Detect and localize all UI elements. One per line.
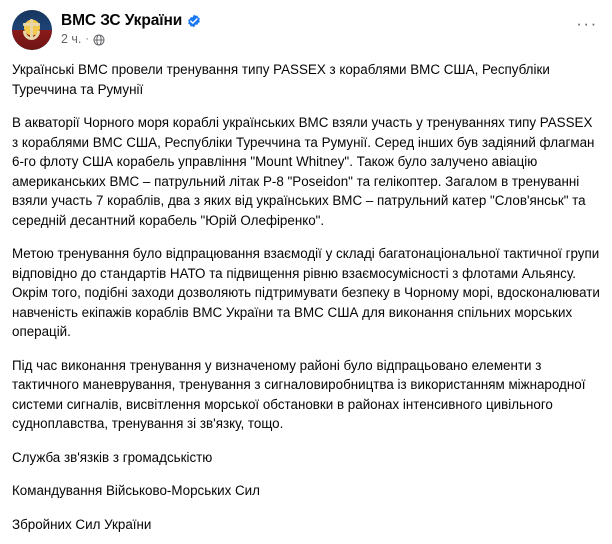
anchor-crossbar <box>23 23 40 26</box>
post-meta <box>61 32 201 47</box>
signature-line-2: Командування Військово-Морських Сил <box>12 483 260 498</box>
post-header <box>0 0 612 54</box>
post-body <box>0 54 612 544</box>
signature-line-3: Збройних Сил України <box>12 516 152 532</box>
anchor-icon <box>21 17 43 43</box>
avatar-emblem-icon <box>12 10 52 50</box>
post-header-text <box>61 10 201 47</box>
post-signature <box>12 448 600 535</box>
verified-badge-icon <box>187 14 201 28</box>
page-name[interactable]: ВМС ЗС України <box>61 12 183 29</box>
post-paragraph-1: Українські ВМС провели тренування типу PASSEX з кораблями ВМС США, Республіки Туреччина та Румунії <box>12 62 550 97</box>
meta-separator: · <box>85 33 90 45</box>
author-row <box>61 11 201 30</box>
post-more-options-button[interactable]: ··· <box>576 14 598 33</box>
avatar[interactable] <box>12 10 52 50</box>
post-paragraph-2: В акваторії Чорного моря кораблі українських ВМС взяли участь у тренуваннях типу PASSEX з кораблями ВМС США, Республіки Туреччина та Румунії. Серед інших був задіяний флагман 6-го флоту США корабель управління "Mount Whitney". Також було залучено авіацію американських ВМС – патрульний літак P-8 "Poseidon" та гелікоптер. Загалом в тренуванні взяли участь 7 кораблів, два з яких від українських ВМС – патрульний катер "Слов'янськ" та середній десантний корабель "Юрій Олефіренко". <box>12 115 595 228</box>
post-paragraph-3: Метою тренування було відпрацювання взаємодії у складі багатонаціональної тактичної групи відповідно до стандартів НАТО та підвищення рівню взаємосумісності з флотами Альянсу. Окрім того, подібні заходи дозволяють підтримувати безпеку в Чорному морі, вдосконалювати навченість екіпажів кораблів ВМС України та ВМС США для виконання спільних морських операцій. <box>12 246 600 339</box>
post-paragraph-4: Під час виконання тренування у визначеному районі було відпрацьовано елементи з тактичного маневрування, тренування з сигналовиробництва із використанням міжнародної системи сигналів, висвітлення морської обстановки в районах інтенсивного цивільного судноплавства, тренування зі зв'язку, тощо. <box>12 357 586 431</box>
globe-icon[interactable] <box>93 34 105 46</box>
signature-line-1: Служба зв'язків з громадськістю <box>12 449 213 465</box>
post-timestamp[interactable]: 2 ч. <box>61 32 82 46</box>
